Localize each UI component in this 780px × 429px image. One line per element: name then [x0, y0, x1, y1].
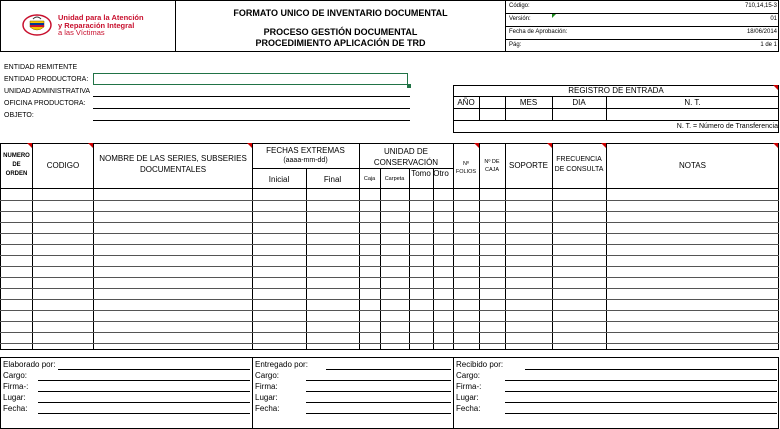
elaborado-field-line[interactable] — [38, 380, 250, 381]
col-n-de-caja: Nº DE CAJA — [484, 159, 500, 173]
elaborado-field-label: Fecha: — [3, 404, 28, 413]
col-carpeta: Carpeta — [384, 176, 405, 182]
entregado-field-label: Fecha: — [255, 404, 280, 413]
recibido-por-label: Recibido por: — [456, 360, 504, 369]
table-row[interactable] — [0, 321, 779, 322]
unidad-administrativa-label: UNIDAD ADMINISTRATIVA — [4, 88, 91, 95]
elaborado-por-label: Elaborado por: — [3, 360, 56, 369]
table-row[interactable] — [0, 255, 779, 256]
table-row[interactable] — [0, 310, 779, 311]
entidad-remitente-label: ENTIDAD REMITENTE — [4, 64, 78, 71]
elaborado-field-line[interactable] — [38, 391, 250, 392]
table-row[interactable] — [0, 299, 779, 300]
registro-entrada-title: REGISTRO DE ENTRADA — [568, 86, 664, 95]
table-row[interactable] — [0, 222, 779, 223]
col-fechas-extremas: FECHAS EXTREMAS — [266, 146, 345, 155]
col-otro: Otro — [433, 169, 449, 178]
col-folios: Nº FOLIOS — [455, 161, 477, 175]
col-numero-orden: NUMERO DE ORDEN — [3, 153, 30, 177]
registro-col-ano: AÑO — [457, 98, 475, 107]
meta-version-value: 01 — [770, 16, 777, 22]
recibido-field-line[interactable] — [505, 413, 777, 414]
entidad-productora-input[interactable] — [93, 73, 408, 85]
meta-page-label: Pág: — [509, 42, 522, 48]
table-row[interactable] — [0, 200, 779, 201]
table-row[interactable] — [0, 288, 779, 289]
recibido-field-label: Cargo: — [456, 371, 481, 380]
registro-col-nt: N. T. — [684, 98, 701, 107]
meta-code-label: Código: — [509, 3, 530, 9]
entregado-field-line[interactable] — [306, 413, 451, 414]
col-nombre-series: NOMBRE DE LAS SERIES, SUBSERIES DOCUMENTALES — [99, 154, 247, 174]
entregado-field-label: Lugar: — [255, 393, 278, 402]
entidad-productora-label: ENTIDAD PRODUCTORA: — [4, 76, 89, 83]
col-frecuencia-consulta: FRECUENCIA DE CONSULTA — [554, 156, 604, 173]
entregado-field-label: Firma: — [255, 382, 278, 391]
recibido-field-line[interactable] — [505, 402, 777, 403]
recibido-por-field[interactable] — [525, 369, 777, 370]
col-soporte: SOPORTE — [509, 161, 548, 170]
elaborado-field-label: Lugar: — [3, 393, 26, 402]
entregado-field-line[interactable] — [306, 380, 451, 381]
logo-text-3: a las Víctimas — [58, 28, 105, 37]
logo-text-2: y Reparación Integral — [58, 21, 135, 30]
form-title: FORMATO UNICO DE INVENTARIO DOCUMENTAL — [233, 8, 448, 18]
meta-date-value: 18/06/2014 — [746, 29, 777, 35]
registro-col-dia: DIA — [572, 98, 586, 107]
recibido-field-line[interactable] — [505, 391, 777, 392]
entregado-por-field[interactable] — [326, 369, 451, 370]
elaborado-field-label: Cargo: — [3, 371, 28, 380]
logo — [22, 13, 172, 37]
entregado-field-line[interactable] — [306, 391, 451, 392]
table-row[interactable] — [0, 266, 779, 267]
recibido-field-line[interactable] — [505, 380, 777, 381]
entregado-field-label: Cargo: — [255, 371, 280, 380]
table-row[interactable] — [0, 211, 779, 212]
col-codigo: CODIGO — [46, 161, 80, 170]
col-caja: Caja — [363, 176, 376, 182]
col-unidad-conservacion: UNIDAD DE CONSERVACIÓN — [373, 147, 439, 167]
col-tomo: Tomo — [411, 169, 431, 178]
recibido-field-label: Fecha: — [456, 404, 481, 413]
table-row[interactable] — [0, 244, 779, 245]
entregado-por-label: Entregado por: — [255, 360, 308, 369]
elaborado-field-label: Firma-: — [3, 382, 29, 391]
col-fechas-formato: (aaaa-mm-dd) — [283, 157, 328, 164]
fill-handle[interactable] — [407, 84, 411, 88]
table-row[interactable] — [0, 343, 779, 344]
meta-version-label: Versión: — [509, 16, 531, 22]
logo-text-1: Unidad para la Atención — [58, 13, 144, 22]
table-row[interactable] — [0, 233, 779, 234]
col-notas: NOTAS — [679, 161, 706, 170]
col-inicial: Inicial — [268, 175, 290, 184]
recibido-field-label: Lugar: — [456, 393, 479, 402]
meta-code-value: 710,14,15-3 — [744, 3, 777, 9]
elaborado-field-line[interactable] — [38, 402, 250, 403]
col-final: Final — [323, 175, 342, 184]
elaborado-field-line[interactable] — [38, 413, 250, 414]
table-row[interactable] — [0, 277, 779, 278]
process-title: PROCESO GESTIÓN DOCUMENTAL — [263, 27, 418, 37]
recibido-field-label: Firma-: — [456, 382, 482, 391]
procedure-title: PROCEDIMIENTO APLICACIÓN DE TRD — [255, 38, 426, 48]
table-row[interactable] — [0, 332, 779, 333]
objeto-label: OBJETO: — [4, 112, 34, 119]
footer-box — [0, 357, 779, 429]
green-marker-icon — [552, 14, 556, 18]
meta-page-value: 1 de 1 — [760, 42, 777, 48]
entregado-field-line[interactable] — [306, 402, 451, 403]
elaborado-por-field[interactable] — [58, 369, 250, 370]
registro-col-mes: MES — [519, 98, 538, 107]
colombia-shield-icon — [22, 13, 52, 37]
registro-note: N. T. = Número de Transferencia — [676, 123, 778, 130]
meta-date-label: Fecha de Aprobación: — [509, 29, 568, 35]
oficina-productora-label: OFICINA PRODUCTORA: — [4, 100, 86, 107]
